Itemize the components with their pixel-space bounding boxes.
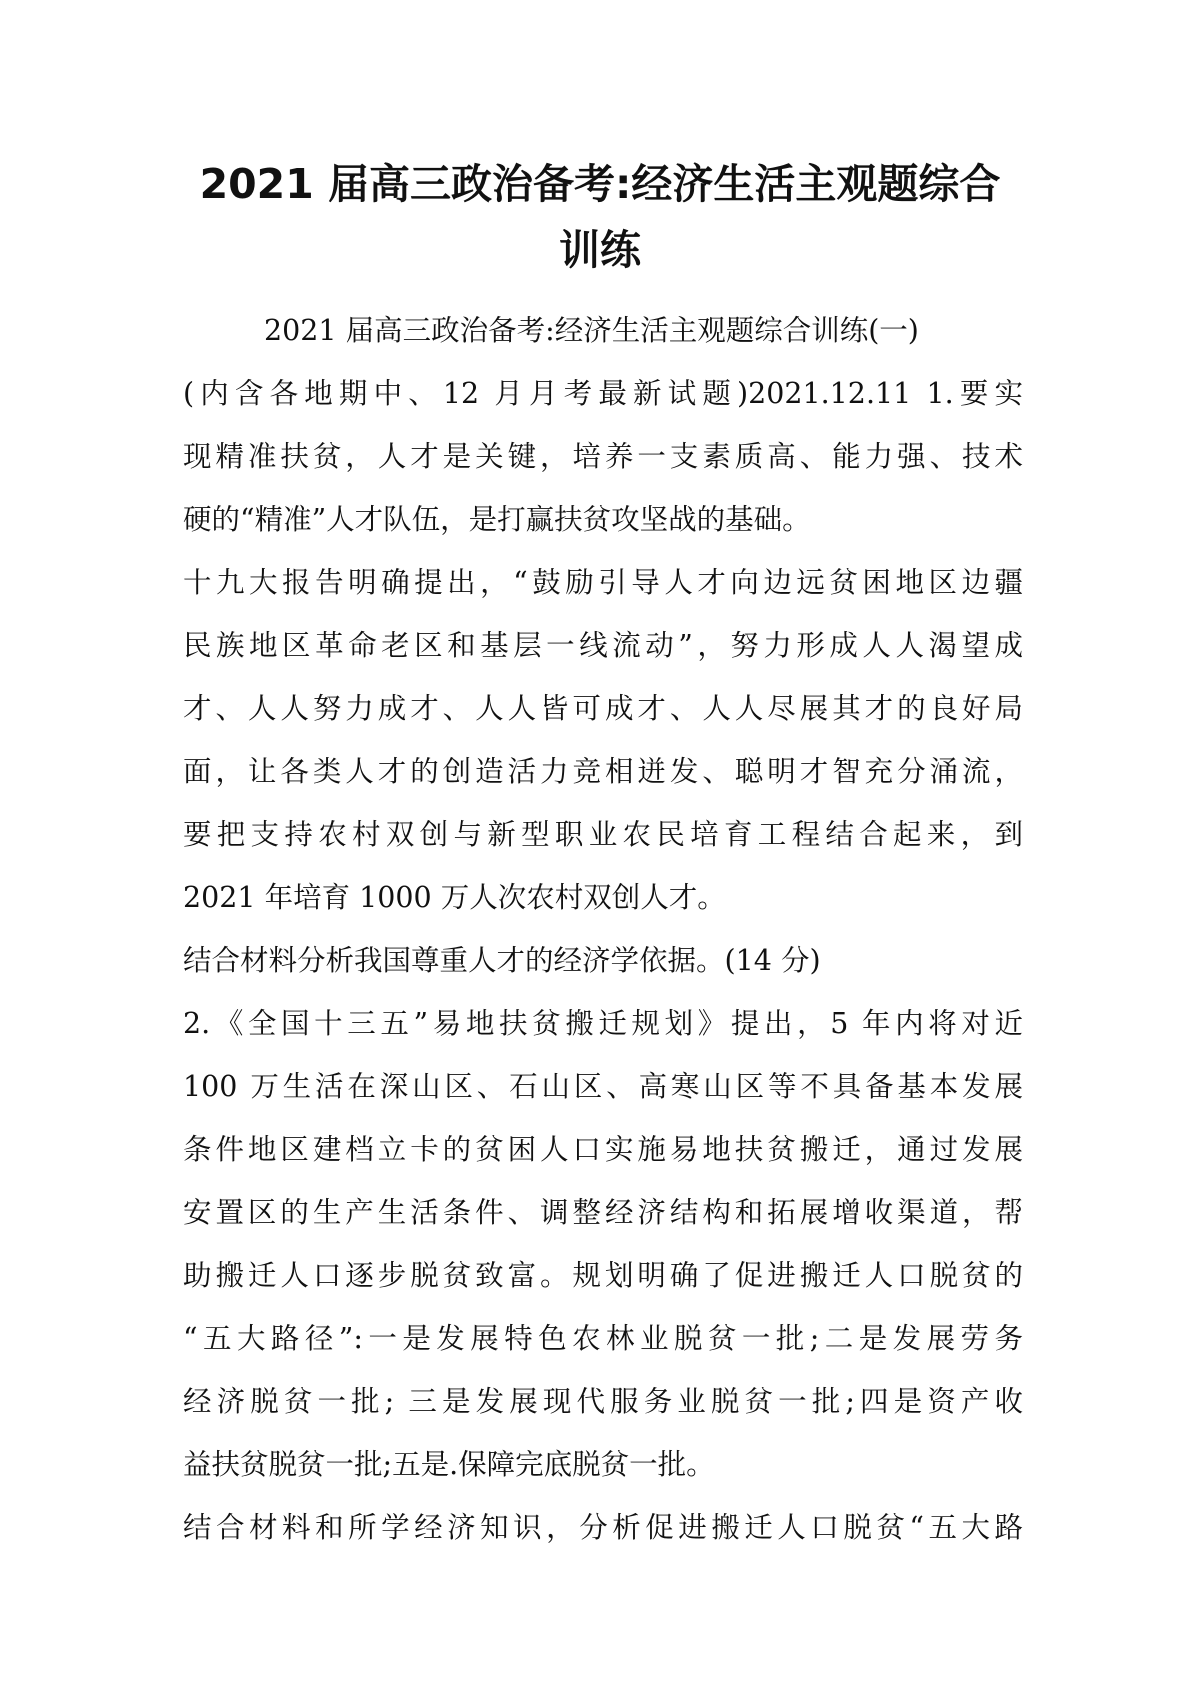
body-line: (内含各地期中、12 月月考最新试题)2021.12.11 1.要实 — [183, 377, 1023, 410]
body-line: 民族地区革命老区和基层一线流动”，努力形成人人渴望成 — [183, 629, 1023, 662]
body-line: “五大路径”:一是发展特色农林业脱贫一批;二是发展劳务 — [183, 1322, 1023, 1355]
body-line: 100 万生活在深山区、石山区、高寒山区等不具备基本发展 — [183, 1070, 1023, 1103]
body-line: 要把支持农村双创与新型职业农民培育工程结合起来，到 — [183, 818, 1023, 851]
body-line: 条件地区建档立卡的贫困人口实施易地扶贫搬迁，通过发展 — [183, 1133, 1023, 1166]
body-line: 安置区的生产生活条件、调整经济结构和拓展增收渠道，帮 — [183, 1196, 1023, 1229]
question-line: 结合材料和所学经济知识，分析促进搬迁人口脱贫“五大路 — [183, 1511, 1023, 1544]
body-line: 2021 年培育 1000 万人次农村双创人才。 — [183, 881, 726, 914]
body-line: 十九大报告明确提出，“鼓励引导人才向边远贫困地区边疆 — [183, 566, 1023, 599]
body-line: 经济脱贫一批; 三是发展现代服务业脱贫一批;四是资产收 — [183, 1385, 1023, 1418]
body-line: 现精准扶贫，人才是关键，培养一支素质高、能力强、技术 — [183, 440, 1023, 473]
body-line: 才、人人努力成才、人人皆可成才、人人尽展其才的良好局 — [183, 692, 1023, 725]
body-line: 益扶贫脱贫一批;五是.保障完底脱贫一批。 — [183, 1448, 715, 1481]
body-line: 2.《全国十三五”易地扶贫搬迁规划》提出，5 年内将对近 — [183, 1007, 1023, 1040]
body-line: 硬的“精准”人才队伍，是打赢扶贫攻坚战的基础。 — [183, 503, 811, 536]
document-title-line-1: 2021 届高三政治备考:经济生活主观题综合 — [199, 160, 1001, 208]
document-title-line-2: 训练 — [559, 226, 641, 274]
body-line: 助搬迁人口逐步脱贫致富。规划明确了促进搬迁人口脱贫的 — [183, 1259, 1023, 1292]
body-line: 面，让各类人才的创造活力竞相迸发、聪明才智充分涌流， — [183, 755, 1023, 788]
question-line: 结合材料分析我国尊重人才的经济学依据。(14 分) — [183, 944, 821, 977]
subtitle-line: 2021 届高三政治备考:经济生活主观题综合训练(一) — [264, 314, 919, 347]
